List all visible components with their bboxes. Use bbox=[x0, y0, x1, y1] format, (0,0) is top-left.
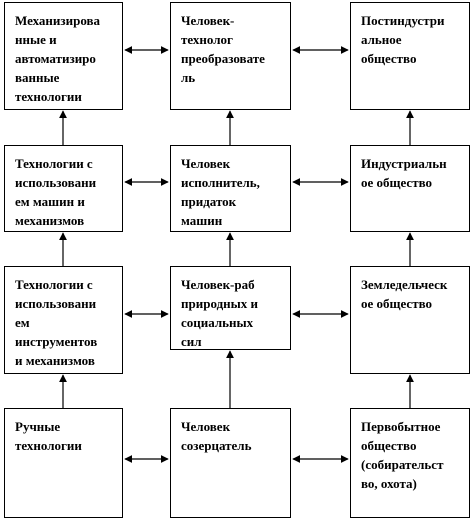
box-label: Механизирова нные и автоматизиро ванные технологии bbox=[15, 13, 101, 104]
box-label: Человек-раб природных и социальных сил bbox=[181, 277, 259, 349]
box-label: Первобытное общество (собирательст во, охота) bbox=[361, 419, 444, 491]
box-label: Земледельческ ое общество bbox=[361, 277, 448, 311]
box-label: Технологии с использовани ем машин и механизмов bbox=[15, 156, 97, 228]
box-label: Индустриальн ое общество bbox=[361, 156, 447, 190]
box-label: Технологии с использовани ем инструментов и механизмов bbox=[15, 277, 98, 368]
box-label: Человек- технолог преобразовате ль bbox=[181, 13, 265, 85]
box-label: Человек исполнитель, придаток машин bbox=[181, 156, 260, 228]
box-label: Постиндустри альное общество bbox=[361, 13, 445, 66]
box-label: Человек созерцатель bbox=[181, 419, 252, 453]
box-label: Ручные технологии bbox=[15, 419, 82, 453]
